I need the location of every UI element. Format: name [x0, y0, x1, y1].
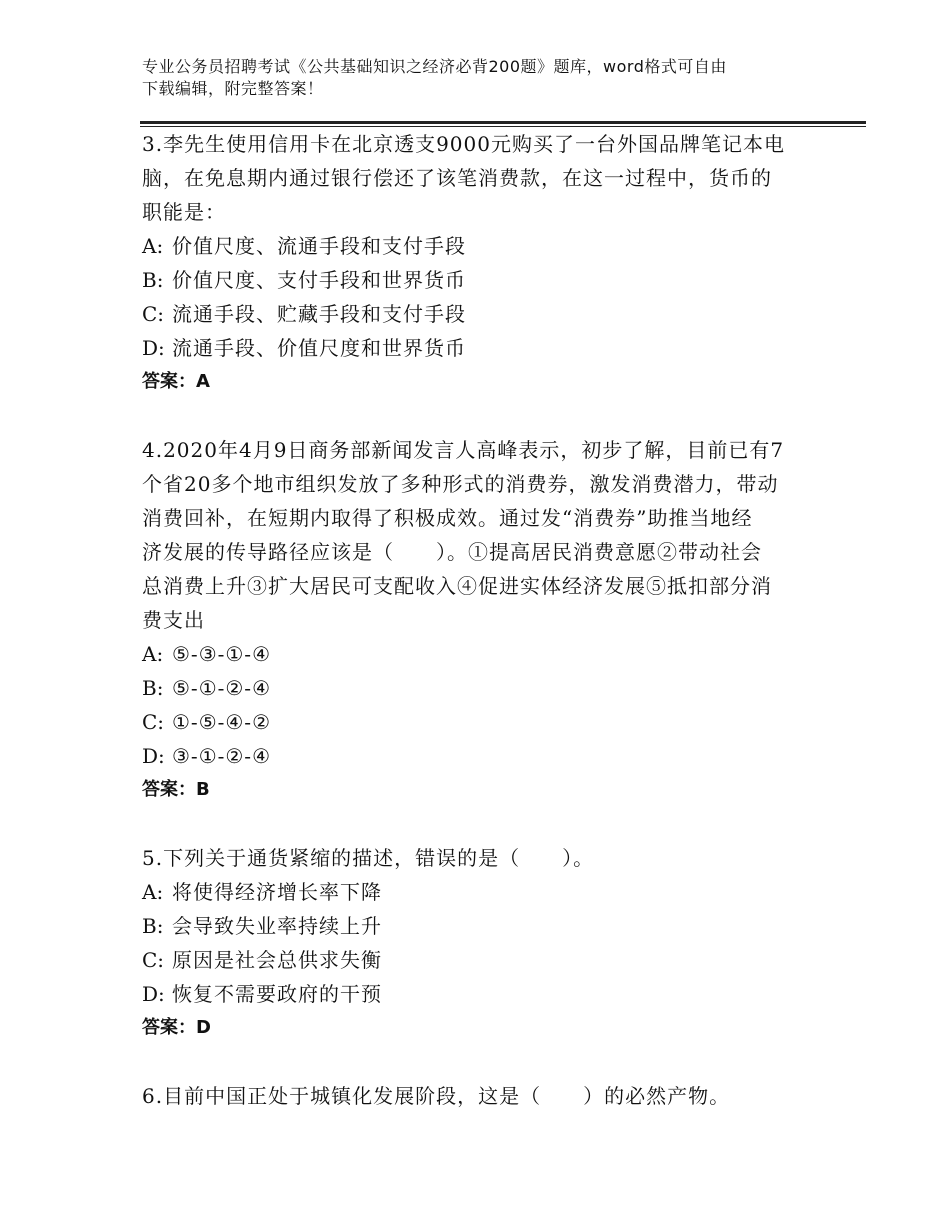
option-letter: B: [142, 268, 164, 292]
option-text: ⑤-③-①-④ [172, 642, 271, 666]
option-text: 流通手段、价值尺度和世界货币 [172, 336, 466, 360]
header-divider-thick [140, 121, 866, 124]
option-letter: C: [142, 948, 165, 972]
question-4-option-c [142, 705, 822, 739]
question-line: 4.2020年4月9日商务部新闻发言人高峰表示，初步了解，目前已有7 [142, 438, 785, 462]
option-letter: A: [142, 642, 164, 666]
question-3-option-d [142, 331, 822, 365]
option-letter: C: [142, 302, 165, 326]
question-5 [142, 841, 822, 1045]
option-text: 流通手段、贮藏手段和支付手段 [172, 302, 466, 326]
option-text: ③-①-②-④ [172, 744, 271, 768]
question-4-option-d [142, 739, 822, 773]
question-3-text [142, 127, 822, 229]
option-letter: D: [142, 982, 165, 1006]
option-letter: C: [142, 710, 165, 734]
question-line: 总消费上升③扩大居民可支配收入④促进实体经济发展⑤抵扣部分消 [142, 574, 772, 598]
question-4-option-a [142, 637, 822, 671]
question-4-option-b [142, 671, 822, 705]
question-5-text [142, 841, 822, 875]
question-line: 费支出 [142, 608, 205, 632]
option-text: ⑤-①-②-④ [172, 676, 271, 700]
option-letter: D: [142, 744, 165, 768]
option-text: 将使得经济增长率下降 [172, 880, 382, 904]
question-5-option-c [142, 943, 822, 977]
question-6-text [142, 1079, 822, 1113]
questions-list [142, 127, 822, 1113]
option-letter: A: [142, 234, 164, 258]
option-text: 价值尺度、支付手段和世界货币 [172, 268, 466, 292]
question-3-answer: 答案：A [142, 371, 210, 392]
question-line: 脑，在免息期内通过银行偿还了该笔消费款，在这一过程中，货币的 [142, 166, 772, 190]
question-5-option-d [142, 977, 822, 1011]
question-line: 5.下列关于通货紧缩的描述，错误的是（ ）。 [142, 846, 595, 870]
question-4 [142, 433, 822, 807]
question-3-option-c [142, 297, 822, 331]
document-header [142, 56, 802, 100]
question-spacer [142, 807, 822, 841]
header-line-2: 下载编辑，附完整答案！ [142, 79, 324, 98]
question-3-option-b [142, 263, 822, 297]
question-5-option-a [142, 875, 822, 909]
question-line: 济发展的传导路径应该是（ ）。①提高居民消费意愿②带动社会 [142, 540, 762, 564]
option-text: 原因是社会总供求失衡 [172, 948, 382, 972]
option-text: 恢复不需要政府的干预 [172, 982, 382, 1006]
option-letter: D: [142, 336, 165, 360]
question-line: 个省20多个地市组织发放了多种形式的消费券，激发消费潜力，带动 [142, 472, 779, 496]
option-letter: A: [142, 880, 164, 904]
question-3 [142, 127, 822, 399]
option-letter: B: [142, 676, 164, 700]
question-3-option-a [142, 229, 822, 263]
question-line: 6.目前中国正处于城镇化发展阶段，这是（ ）的必然产物。 [142, 1084, 731, 1108]
header-line-1: 专业公务员招聘考试《公共基础知识之经济必背200题》题库，word格式可自由 [142, 57, 727, 76]
option-letter: B: [142, 914, 164, 938]
question-spacer [142, 399, 822, 433]
option-text: 会导致失业率持续上升 [172, 914, 382, 938]
question-4-answer: 答案：B [142, 779, 210, 800]
question-6 [142, 1079, 822, 1113]
question-line: 3.李先生使用信用卡在北京透支9000元购买了一台外国品牌笔记本电 [142, 132, 785, 156]
question-line: 职能是： [142, 200, 226, 224]
option-text: 价值尺度、流通手段和支付手段 [172, 234, 466, 258]
question-5-option-b [142, 909, 822, 943]
question-spacer [142, 1045, 822, 1079]
question-5-answer: 答案：D [142, 1017, 211, 1038]
question-line: 消费回补，在短期内取得了积极成效。通过发“消费券”助推当地经 [142, 506, 753, 530]
option-text: ①-⑤-④-② [172, 710, 271, 734]
question-4-text [142, 433, 822, 637]
